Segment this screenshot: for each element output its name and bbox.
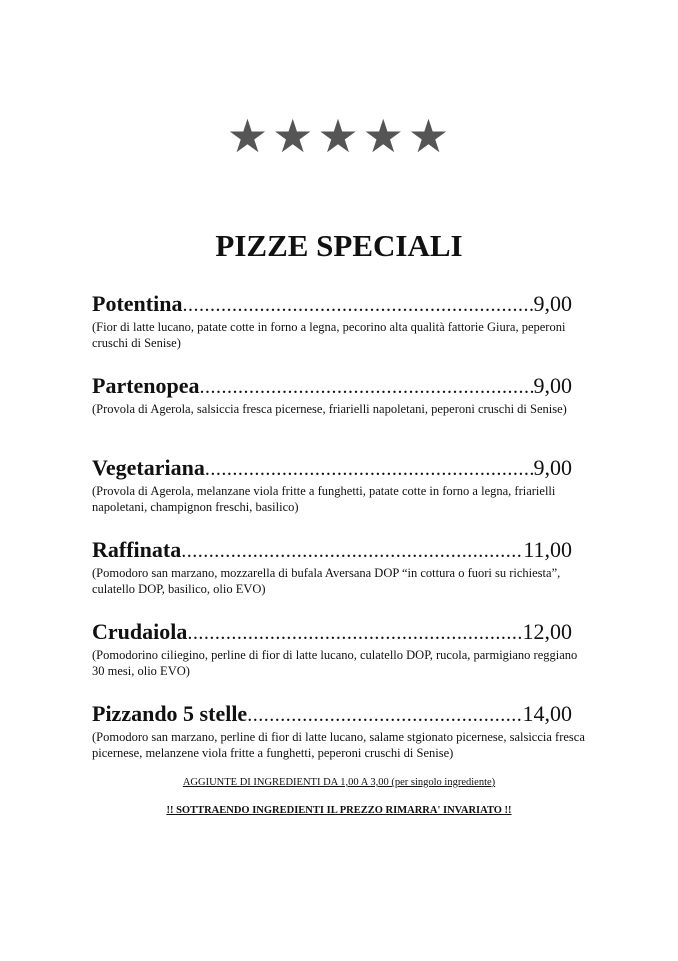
star-rating bbox=[0, 110, 678, 162]
dot-leader bbox=[205, 456, 534, 482]
star-icon: ★ bbox=[272, 109, 316, 163]
menu-item-name: Pizzando 5 stelle bbox=[92, 701, 248, 726]
menu-item-name: Raffinata bbox=[92, 537, 182, 562]
menu-item-line bbox=[92, 701, 572, 728]
menu-item bbox=[92, 373, 592, 455]
menu-item-description: (Provola di Agerola, melanzane viola fritte a funghetti, patate cotte in forno a legna, friarielli napoletani, champignon freschi, basilico) bbox=[92, 484, 556, 514]
menu-notes bbox=[0, 776, 678, 818]
menu-item-name: Potentina bbox=[92, 291, 183, 316]
menu-item-line bbox=[92, 537, 572, 564]
menu-item-line bbox=[92, 455, 572, 482]
page-title: PIZZE SPECIALI bbox=[215, 228, 463, 263]
menu-item-line bbox=[92, 373, 572, 400]
star-icon: ★ bbox=[362, 109, 406, 163]
menu-item-price: 12,00 bbox=[522, 619, 572, 644]
menu-item-description: (Pomodorino ciliegino, perline di fior di latte lucano, culatello DOP, rucola, parmigiano reggiano 30 mesi, olio EVO) bbox=[92, 648, 578, 678]
menu-item-name: Vegetariana bbox=[92, 455, 205, 480]
dot-leader bbox=[182, 292, 533, 318]
menu-item bbox=[92, 291, 592, 373]
star-icon: ★ bbox=[226, 109, 271, 163]
menu-list bbox=[92, 291, 592, 783]
dot-leader bbox=[181, 538, 523, 564]
menu-item-price: 14,00 bbox=[522, 701, 572, 726]
dot-leader bbox=[200, 374, 534, 400]
menu-item-description: (Provola di Agerola, salsiccia fresca picernese, friarielli napoletani, peperoni cruschi di Senise) bbox=[92, 402, 567, 416]
removals-note: !! SOTTRAENDO INGREDIENTI IL PREZZO RIMARRA' INVARIATO !! bbox=[166, 805, 512, 816]
menu-item bbox=[92, 537, 592, 619]
star-icon: ★ bbox=[407, 109, 452, 163]
menu-item-description: (Fior di latte lucano, patate cotte in forno a legna, pecorino alta qualità fattorie Giura, peperoni cruschi di Senise) bbox=[92, 320, 566, 350]
menu-item bbox=[92, 701, 592, 783]
dot-leader bbox=[187, 620, 522, 646]
additions-note: AGGIUNTE DI INGREDIENTI DA 1,00 A 3,00 (per singolo ingrediente) bbox=[182, 777, 496, 788]
menu-item-price: 9,00 bbox=[533, 291, 572, 316]
menu-item-price: 9,00 bbox=[533, 373, 572, 398]
dot-leader bbox=[247, 702, 522, 728]
menu-item-description: (Pomodoro san marzano, perline di fior di latte lucano, salame stgionato picernese, salsiccia fresca picernese, melanzene viola fritte a funghetti, peperoni cruschi di Senise) bbox=[92, 730, 585, 760]
menu-item-description: (Pomodoro san marzano, mozzarella di bufala Aversana DOP “in cottura o fuori su richiesta”, culatello DOP, basilico, olio EVO) bbox=[92, 566, 561, 596]
star-icon: ★ bbox=[317, 109, 361, 163]
menu-item-name: Crudaiola bbox=[92, 619, 188, 644]
menu-item bbox=[92, 619, 592, 701]
menu-item bbox=[92, 455, 592, 537]
menu-item-price: 9,00 bbox=[533, 455, 572, 480]
menu-item-line bbox=[92, 291, 572, 318]
menu-item-name: Partenopea bbox=[92, 373, 200, 398]
menu-item-price: 11,00 bbox=[523, 537, 572, 562]
menu-item-line bbox=[92, 619, 572, 646]
